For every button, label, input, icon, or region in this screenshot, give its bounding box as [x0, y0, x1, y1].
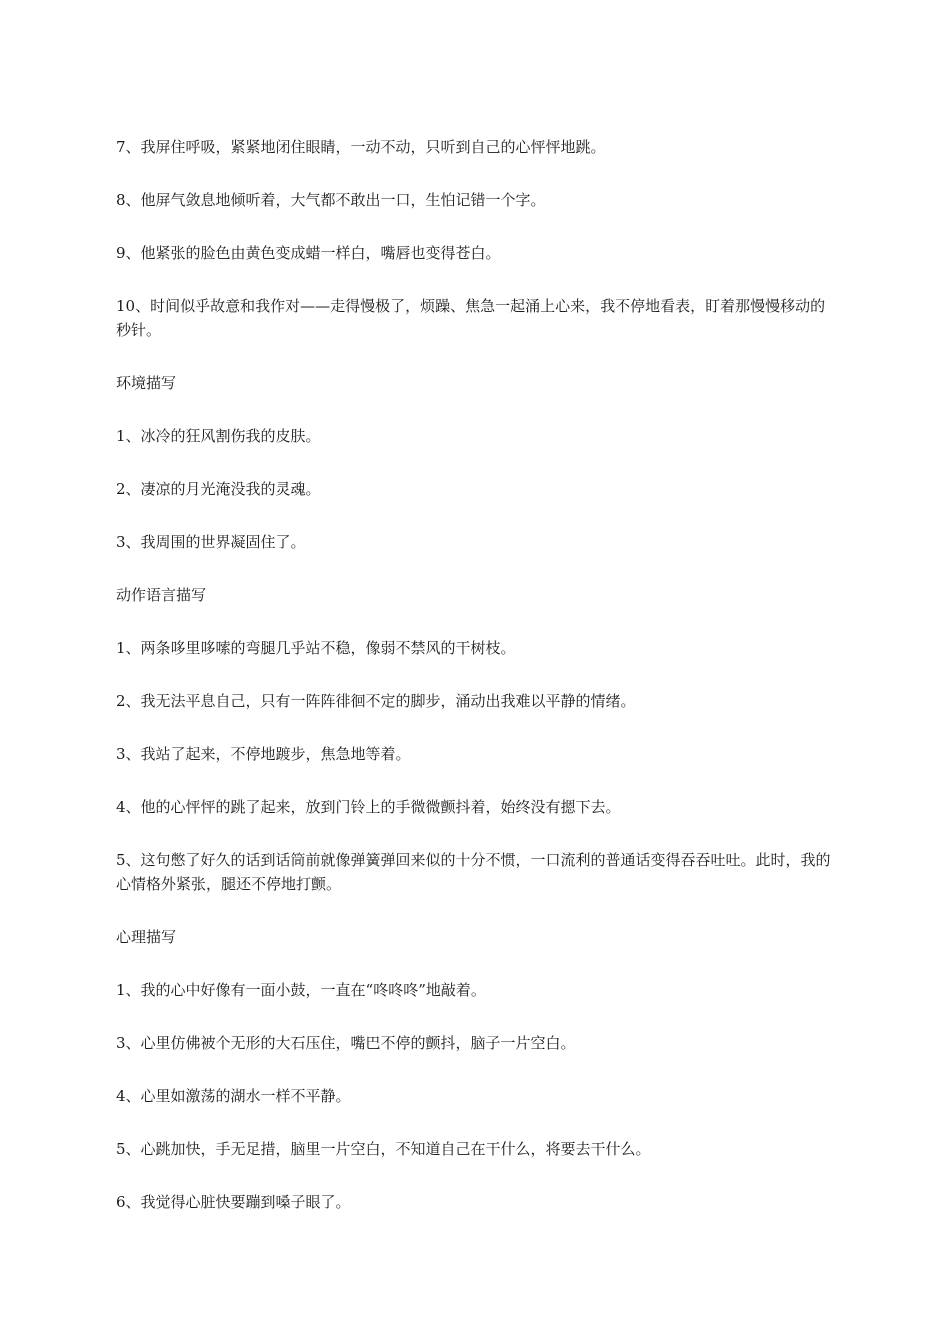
- paragraph: 3、心里仿佛被个无形的大石压住，嘴巴不停的颤抖，脑子一片空白。: [116, 1034, 576, 1052]
- paragraph: 1、两条哆里哆嗦的弯腿几乎站不稳，像弱不禁风的干树枝。: [116, 639, 516, 657]
- paragraph: 3、我站了起来，不停地踱步，焦急地等着。: [116, 745, 411, 763]
- paragraph: 6、我觉得心脏快要蹦到嗓子眼了。: [116, 1193, 351, 1211]
- paragraph: 1、我的心中好像有一面小鼓，一直在“咚咚咚”地敲着。: [116, 981, 486, 999]
- paragraph: 3、我周围的世界凝固住了。: [116, 533, 306, 551]
- paragraph: 8、他屏气敛息地倾听着，大气都不敢出一口，生怕记错一个字。: [116, 191, 546, 209]
- paragraph: 1、冰冷的狂风割伤我的皮肤。: [116, 427, 321, 445]
- paragraph: 5、这句憋了好久的话到话筒前就像弹簧弹回来似的十分不惯，一口流利的普通话变得吞吞吐吐。此时，我的心情格外紧张，腿还不停地打颤。: [116, 851, 831, 893]
- paragraph: 9、他紧张的脸色由黄色变成蜡一样白，嘴唇也变得苍白。: [116, 244, 501, 262]
- paragraph: 7、我屏住呼吸，紧紧地闭住眼睛，一动不动，只听到自己的心怦怦地跳。: [116, 138, 606, 156]
- paragraph: 10、时间似乎故意和我作对——走得慢极了，烦躁、焦急一起涌上心来，我不停地看表，盯着那慢慢移动的秒针。: [116, 297, 826, 339]
- paragraph: 4、心里如激荡的湖水一样不平静。: [116, 1087, 351, 1105]
- section-heading: 环境描写: [116, 374, 177, 392]
- paragraph: 2、凄凉的月光淹没我的灵魂。: [116, 480, 321, 498]
- section-heading: 动作语言描写: [116, 586, 207, 604]
- section-heading: 心理描写: [116, 928, 177, 946]
- paragraph: 2、我无法平息自己，只有一阵阵徘徊不定的脚步，涌动出我难以平静的情绪。: [116, 692, 636, 710]
- document-body: [116, 135, 838, 1243]
- paragraph: 5、心跳加快，手无足措，脑里一片空白，不知道自己在干什么，将要去干什么。: [116, 1140, 651, 1158]
- paragraph: 4、他的心怦怦的跳了起来，放到门铃上的手微微颤抖着，始终没有摁下去。: [116, 798, 621, 816]
